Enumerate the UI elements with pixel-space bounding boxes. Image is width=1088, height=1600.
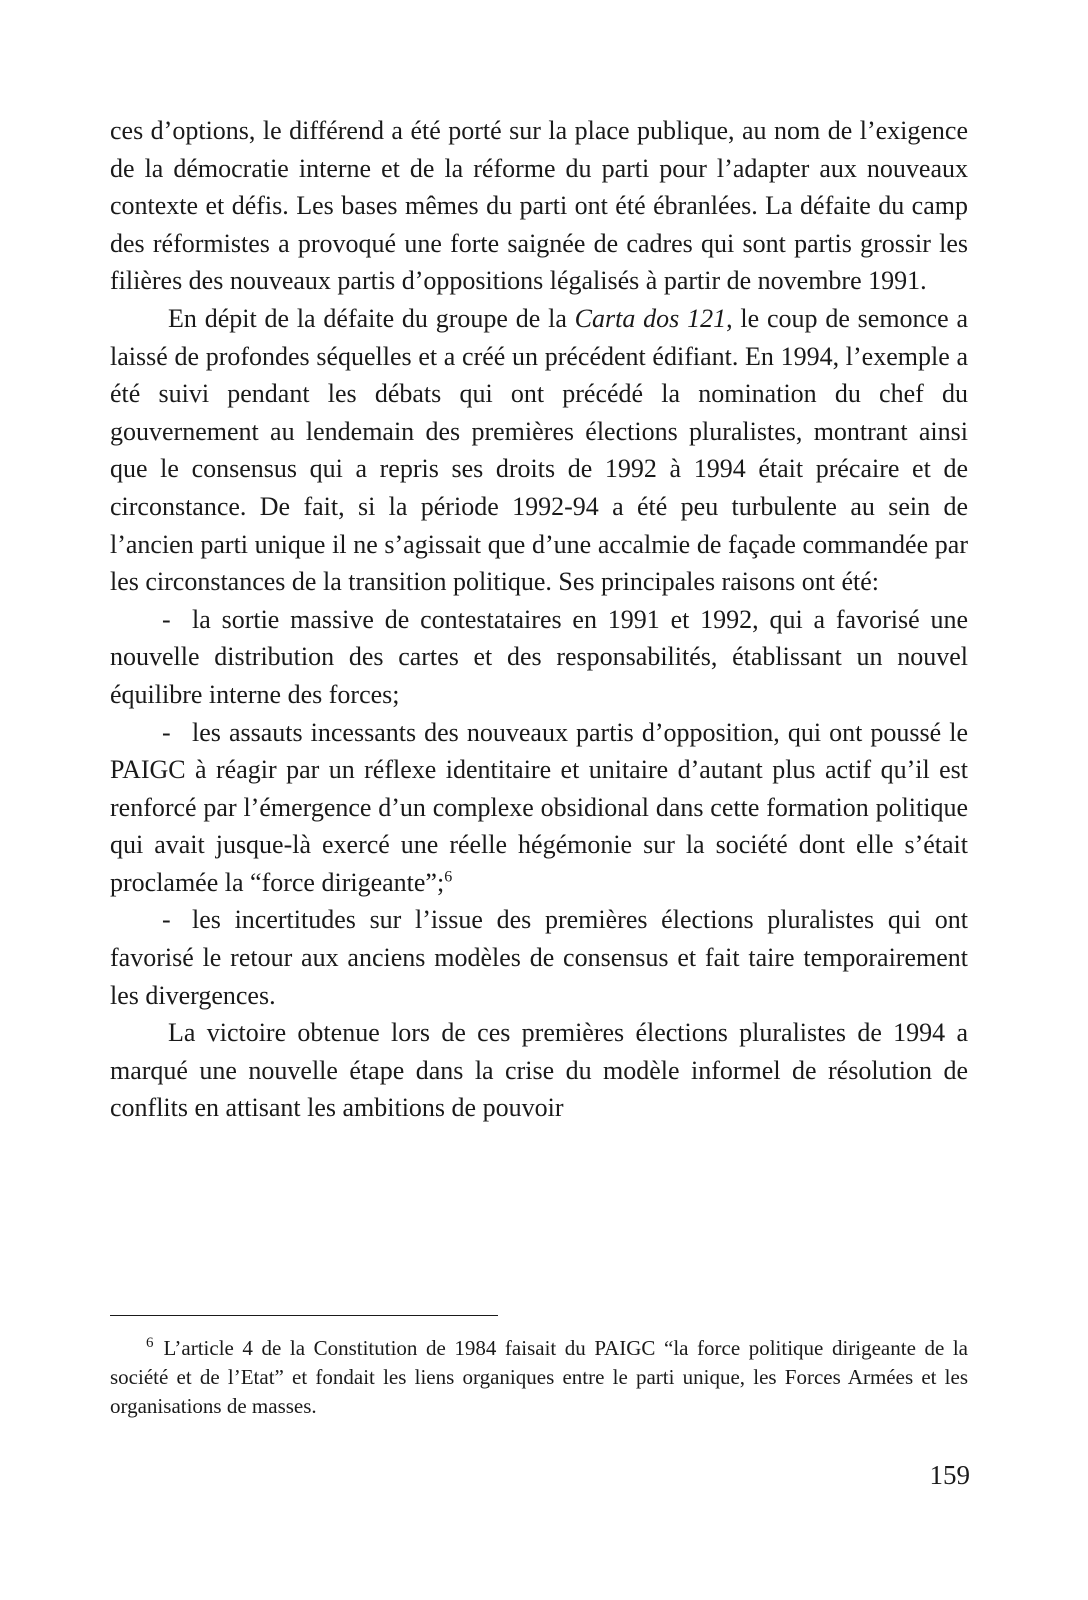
bullet-item bbox=[110, 901, 968, 1014]
bullet-text: les assauts incessants des nouveaux partis d’opposition, qui ont poussé le PAIGC à réagir par un réflexe identitaire et unitaire d’autant plus actif qu’il est renforcé par l’émergence d’un complexe obsidional dans cette formation politique qui avait jusque-là exercé une réelle hégémonie sur la société dont elle s’était proclamée la “force dirigeante”; bbox=[110, 717, 968, 897]
footnote-text: L’article 4 de la Constitution de 1984 faisait du PAIGC “la force politique dirigeante de la société et de l’Etat” et fondait les liens organiques entre le parti unique, les Forces Armées et les organisations de masses. bbox=[110, 1336, 968, 1418]
bullet-dash: - bbox=[162, 905, 171, 935]
paragraph-carta bbox=[110, 300, 968, 601]
bullet-dash: - bbox=[162, 717, 171, 747]
page-number: 159 bbox=[929, 1460, 970, 1490]
bullet-item bbox=[110, 714, 968, 902]
carta-title: Carta dos 121 bbox=[574, 303, 727, 333]
paragraph-carta-after: , le coup de semonce a laissé de profondes séquelles et a créé un précédent édifiant. En 1994, l’exemple a été suivi pendant les débats qui ont précédé la nomination du chef du gouvernement au lendemain des premières élections pluralistes, montrant ainsi que le consensus qui a repris ses droits de 1992 à 1994 était précaire et de circonstance. De fait, si la période 1992-94 a été peu turbulente au sein de l’ancien parti unique il ne s’agissait que d’une accalmie de façade commandée par les circonstances de la transition politique. Ses principales raisons ont été: bbox=[110, 303, 968, 597]
bullet-item bbox=[110, 601, 968, 714]
footnote-reference[interactable]: 6 bbox=[444, 868, 453, 886]
page-body bbox=[110, 112, 968, 1127]
paragraph-closing: La victoire obtenue lors de ces premières élections pluralistes de 1994 a marqué une nouvelle étape dans la crise du modèle informel de résolution de conflits en attisant les ambitions de pouvoir bbox=[110, 1018, 968, 1123]
paragraph-carta-before: En dépit de la défaite du groupe de la bbox=[168, 303, 575, 333]
bullet-text: la sortie massive de contestataires en 1991 et 1992, qui a favorisé une nouvelle distribution des cartes et des responsabilités, établissant un nouvel équilibre interne des forces; bbox=[110, 604, 968, 709]
bullet-text: les incertitudes sur l’issue des premières élections pluralistes qui ont favorisé le retour aux anciens modèles de consensus et fait taire temporairement les divergences. bbox=[110, 905, 968, 1010]
paragraph-continuation: ces d’options, le différend a été porté sur la place publique, au nom de l’exigence de la démocratie interne et de la réforme du parti pour l’adapter aux nouveaux contexte et défis. Les bases mêmes du parti ont été ébranlées. La défaite du camp des réformistes a provoqué une forte saignée de cadres qui sont partis grossir les filières des nouveaux partis d’oppositions légalisés à partir de novembre 1991. bbox=[110, 116, 968, 296]
footnote bbox=[110, 1334, 968, 1421]
footnote-number: 6 bbox=[146, 1335, 154, 1351]
footnote-divider bbox=[110, 1315, 498, 1316]
bullet-dash: - bbox=[162, 604, 171, 634]
